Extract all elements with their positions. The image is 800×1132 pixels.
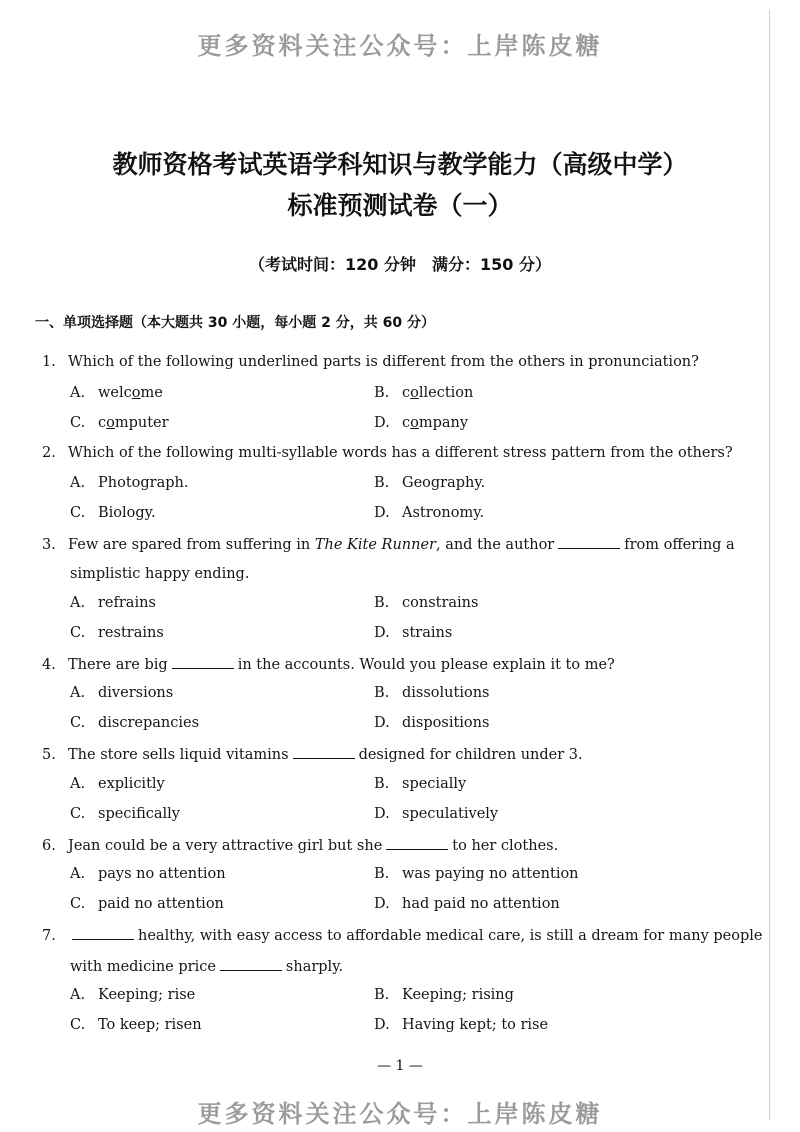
answer-blank xyxy=(558,535,620,549)
option-4d: D. dispositions xyxy=(374,715,490,731)
option-4a: A. diversions xyxy=(70,685,174,701)
answer-blank xyxy=(220,957,282,971)
option-2c: C. Biology. xyxy=(70,505,156,521)
option-5a: A. explicitly xyxy=(70,776,165,792)
option-2d: D. Astronomy. xyxy=(374,505,485,521)
option-1c: C. computer xyxy=(70,415,169,431)
option-2b: B. Geography. xyxy=(374,475,486,491)
option-5b: B. specially xyxy=(374,776,467,792)
answer-blank xyxy=(72,926,134,940)
question-1 xyxy=(42,354,699,370)
page-number: — 1 — xyxy=(377,1058,423,1074)
option-6b: B. was paying no attention xyxy=(374,866,579,882)
option-1d: D. company xyxy=(374,415,469,431)
option-7d: D. Having kept; to rise xyxy=(374,1017,549,1033)
option-4c: C. discrepancies xyxy=(70,715,200,731)
question-7: 7. healthy, with easy access to affordable medical care, is still a dream for many people xyxy=(42,928,763,944)
option-6c: C. paid no attention xyxy=(70,896,224,912)
question-3-continued: simplistic happy ending. xyxy=(70,566,250,582)
question-3: 3. Few are spared from suffering in The Kite Runner, and the author from offering a xyxy=(42,537,735,553)
watermark-top: 更多资料关注公众号：上岸陈皮糖 xyxy=(197,32,603,60)
question-number: 1. xyxy=(42,354,56,370)
answer-blank xyxy=(386,836,448,850)
option-3b: B. constrains xyxy=(374,595,479,611)
option-6d: D. had paid no attention xyxy=(374,896,560,912)
option-1b: B. collection xyxy=(374,385,474,401)
option-1a: A. welcome xyxy=(70,385,163,401)
watermark-bottom: 更多资料关注公众号：上岸陈皮糖 xyxy=(197,1100,603,1128)
option-3d: D. strains xyxy=(374,625,453,641)
answer-blank xyxy=(293,745,355,759)
option-5d: D. speculatively xyxy=(374,806,499,822)
question-text: Which of the following underlined parts is different from the others in pronunciation? xyxy=(68,354,699,370)
question-4: 4. There are big in the accounts. Would you please explain it to me? xyxy=(42,657,615,673)
option-7c: C. To keep; risen xyxy=(70,1017,202,1033)
question-6: 6. Jean could be a very attractive girl but she to her clothes. xyxy=(42,838,559,854)
option-3a: A. refrains xyxy=(70,595,156,611)
section-heading: 一、单项选择题（本大题共 30 小题，每小题 2 分，共 60 分） xyxy=(35,315,435,331)
answer-blank xyxy=(172,655,234,669)
question-2: 2. Which of the following multi-syllable words has a different stress pattern from the others? xyxy=(42,445,733,461)
option-7b: B. Keeping; rising xyxy=(374,987,514,1003)
option-7a: A. Keeping; rise xyxy=(70,987,196,1003)
question-7-continued: with medicine price sharply. xyxy=(70,959,344,975)
option-2a: A. Photograph. xyxy=(70,475,189,491)
option-3c: C. restrains xyxy=(70,625,164,641)
exam-title: 教师资格考试英语学科知识与教学能力（高级中学） xyxy=(112,150,688,179)
option-4b: B. dissolutions xyxy=(374,685,490,701)
option-6a: A. pays no attention xyxy=(70,866,226,882)
exam-info: （考试时间：120 分钟 满分：150 分） xyxy=(249,255,551,274)
question-5: 5. The store sells liquid vitamins designed for children under 3. xyxy=(42,747,583,763)
option-5c: C. specifically xyxy=(70,806,180,822)
exam-subtitle-title: 标准预测试卷（一） xyxy=(287,191,513,220)
